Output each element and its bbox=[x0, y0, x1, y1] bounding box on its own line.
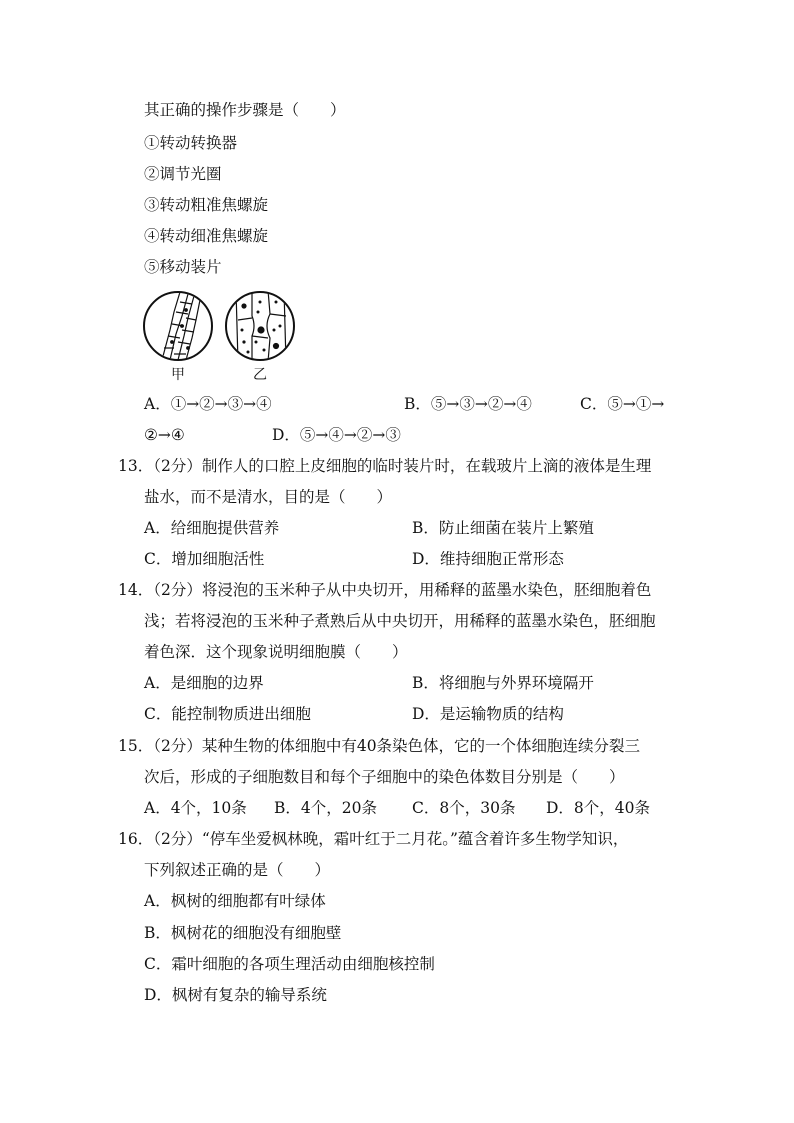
q15-stem-line-1: 15．（2分）某种生物的体细胞中有40条染色体，它的一个体细胞连续分裂三 bbox=[118, 737, 641, 755]
figure-label-jia: 甲 bbox=[171, 367, 185, 383]
q15-option-a: A．4个，10条 bbox=[144, 799, 247, 817]
microscope-view-yi bbox=[226, 290, 294, 362]
q13-stem-line-1: 13．（2分）制作人的口腔上皮细胞的临时装片时，在载玻片上滴的液体是生理 bbox=[118, 457, 652, 475]
q16-option-a: A．枫树的细胞都有叶绿体 bbox=[144, 892, 326, 910]
q12-option-c: C．⑤→①→ bbox=[580, 395, 665, 413]
microscope-view-figure bbox=[140, 290, 300, 362]
q15-option-d: D．8个，40条 bbox=[546, 799, 651, 817]
q13-option-d: D．维持细胞正常形态 bbox=[412, 550, 564, 568]
q12-step-4: ④转动细准焦螺旋 bbox=[144, 227, 269, 245]
q15-option-c: C．8个，30条 bbox=[412, 799, 516, 817]
q13-option-c: C．增加细胞活性 bbox=[144, 550, 265, 568]
q16-stem-line-1: 16．（2分）“停车坐爱枫林晚，霜叶红于二月花。”蕴含着许多生物学知识， bbox=[118, 830, 629, 848]
q12-step-3: ③转动粗准焦螺旋 bbox=[144, 196, 269, 214]
q14-stem-line-3: 着色深．这个现象说明细胞膜（ ） bbox=[144, 643, 408, 661]
q12-option-b: B．⑤→③→②→④ bbox=[404, 395, 532, 413]
q12-step-2: ②调节光圈 bbox=[144, 165, 222, 183]
q16-option-c: C．霜叶细胞的各项生理活动由细胞核控制 bbox=[144, 955, 435, 973]
q14-option-c: C．能控制物质进出细胞 bbox=[144, 705, 311, 723]
q12-stem-tail: 其正确的操作步骤是（ ） bbox=[144, 101, 346, 119]
q15-option-b: B．4个，20条 bbox=[274, 799, 377, 817]
q12-step-5: ⑤移动装片 bbox=[144, 258, 222, 276]
q13-option-a: A．给细胞提供营养 bbox=[144, 519, 280, 537]
q14-option-b: B．将细胞与外界环境隔开 bbox=[412, 674, 594, 692]
q14-stem-line-2: 浅；若将浸泡的玉米种子煮熟后从中央切开，用稀释的蓝墨水染色，胚细胞 bbox=[144, 612, 656, 630]
q16-option-b: B．枫树花的细胞没有细胞壁 bbox=[144, 924, 342, 942]
q16-stem-line-2: 下列叙述正确的是（ ） bbox=[144, 861, 331, 879]
q12-option-d: D．⑤→④→②→③ bbox=[272, 426, 401, 444]
q16-option-d: D．枫树有复杂的输导系统 bbox=[144, 986, 327, 1004]
q14-stem-line-1: 14．（2分）将浸泡的玉米种子从中央切开，用稀释的蓝墨水染色，胚细胞着色 bbox=[118, 581, 652, 599]
figure-label-yi: 乙 bbox=[253, 367, 267, 383]
q13-stem-line-2: 盐水，而不是清水，目的是（ ） bbox=[144, 488, 393, 506]
q13-option-b: B．防止细菌在装片上繁殖 bbox=[412, 519, 594, 537]
microscope-view-jia bbox=[144, 292, 212, 360]
q15-stem-line-2: 次后，形成的子细胞数目和每个子细胞中的染色体数目分别是（ ） bbox=[144, 768, 625, 786]
q12-step-1: ①转动转换器 bbox=[144, 134, 238, 152]
q14-option-d: D．是运输物质的结构 bbox=[412, 705, 564, 723]
q14-option-a: A．是细胞的边界 bbox=[144, 674, 264, 692]
q12-option-a: A．①→②→③→④ bbox=[144, 395, 272, 413]
q12-option-c-continued: ②→④ bbox=[144, 426, 185, 444]
